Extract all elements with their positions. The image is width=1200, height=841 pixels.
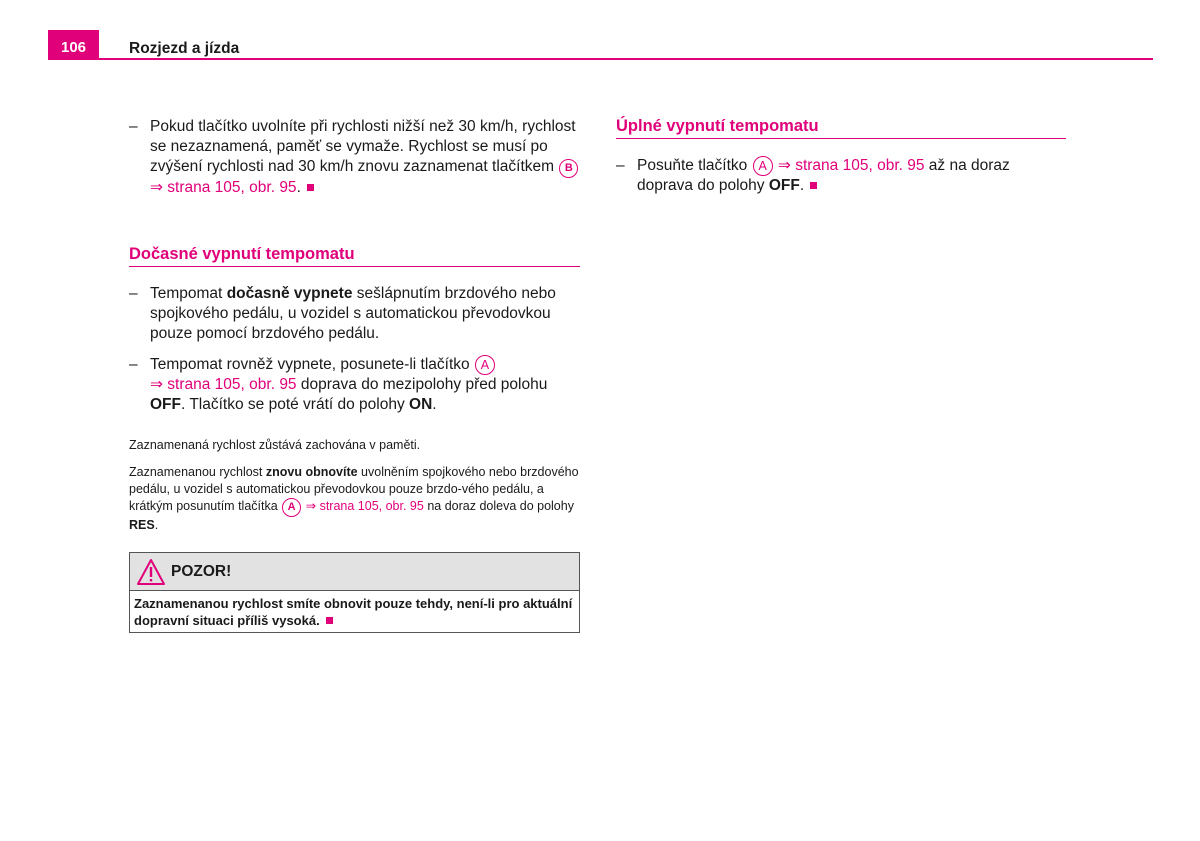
item-bold-text: OFF — [150, 396, 181, 413]
warning-box — [129, 552, 580, 633]
note-bold-text: znovu obnovíte — [265, 465, 358, 479]
warning-header — [130, 553, 579, 591]
note-text: uvolněním spojkového nebo brzdového pedálu, u vozidel s automatickou převodovkou pouze brzdo-vého pedálu, a krátkým posunutím tlačítka — [129, 465, 579, 513]
page-reference-link[interactable]: ⇒ strana 105, obr. 95 — [305, 499, 424, 513]
page-reference-link[interactable]: ⇒ strana 105, obr. 95 — [150, 376, 297, 393]
item-text-end: . — [432, 396, 437, 413]
page-reference-link[interactable]: ⇒ strana 105, obr. 95 — [777, 157, 925, 174]
item-text: až na doraz doprava do polohy — [637, 157, 1010, 194]
note-text: na doraz doleva do polohy — [427, 499, 574, 513]
button-a-icon: A — [475, 355, 495, 375]
right-column — [616, 117, 1066, 196]
item-text: Pokud tlačítko uvolníte při rychlosti nižší než 30 km/h, rychlost se nezaznamená, paměť se vymaže. Rychlost se musí po zvýšení rychlosti nad 30 km/h znovu zaznamenat tlačítkem — [150, 118, 576, 175]
page-reference-link[interactable]: ⇒ strana 105, obr. 95 — [150, 179, 297, 196]
end-of-section-icon — [810, 182, 817, 189]
item-text: sešlápnutím brzdového nebo spojkového pedálu, u vozidel s automatickou převodovkou pouze pomocí brzdového pedálu. — [150, 285, 556, 342]
note-bold-text: RES — [129, 518, 155, 532]
item-text-end: . — [296, 179, 301, 196]
note-text-end: . — [154, 518, 159, 532]
item-text: Posuňte tlačítko — [637, 157, 748, 174]
item-text: Tempomat — [150, 285, 223, 302]
header-rule — [48, 58, 1153, 60]
list-dash: – — [616, 157, 625, 174]
item-text: doprava do mezipolohy před polohu — [300, 376, 548, 393]
list-item — [616, 156, 1066, 196]
end-of-section-icon — [326, 617, 333, 624]
page-number: 106 — [48, 30, 99, 59]
list-item — [129, 284, 580, 344]
end-of-section-icon — [307, 184, 314, 191]
list-dash: – — [129, 118, 138, 135]
section-heading: Úplné vypnutí tempomatu — [616, 117, 1066, 139]
section-heading: Dočasné vypnutí tempomatu — [129, 245, 580, 267]
left-column — [129, 117, 580, 633]
button-a-icon: A — [753, 156, 773, 176]
list-item — [129, 355, 580, 415]
warning-text: Zaznamenanou rychlost smíte obnovit pouze tehdy, není-li pro aktuální dopravní situaci příliš vysoká. — [134, 596, 573, 628]
item-text: Tempomat rovněž vypnete, posunete-li tlačítko — [150, 356, 470, 373]
item-text: . Tlačítko se poté vrátí do polohy — [181, 396, 405, 413]
list-dash: – — [129, 356, 138, 373]
warning-triangle-icon — [136, 558, 166, 586]
button-b-icon: B — [559, 159, 578, 178]
chapter-title: Rozjezd a jízda — [129, 40, 240, 57]
note-paragraph — [129, 464, 580, 534]
warning-title: POZOR! — [171, 563, 232, 580]
item-text-end: . — [799, 177, 805, 194]
list-item — [129, 117, 580, 198]
note-paragraph: Zaznamenaná rychlost zůstává zachována v paměti. — [129, 438, 421, 452]
warning-body — [130, 591, 579, 632]
note-text: Zaznamenanou rychlost — [129, 465, 263, 479]
item-bold-text: dočasně vypnete — [226, 285, 353, 302]
button-a-icon: A — [282, 498, 301, 517]
item-bold-text: ON — [409, 396, 433, 413]
item-bold-text: OFF — [768, 177, 800, 194]
list-dash: – — [129, 285, 138, 302]
